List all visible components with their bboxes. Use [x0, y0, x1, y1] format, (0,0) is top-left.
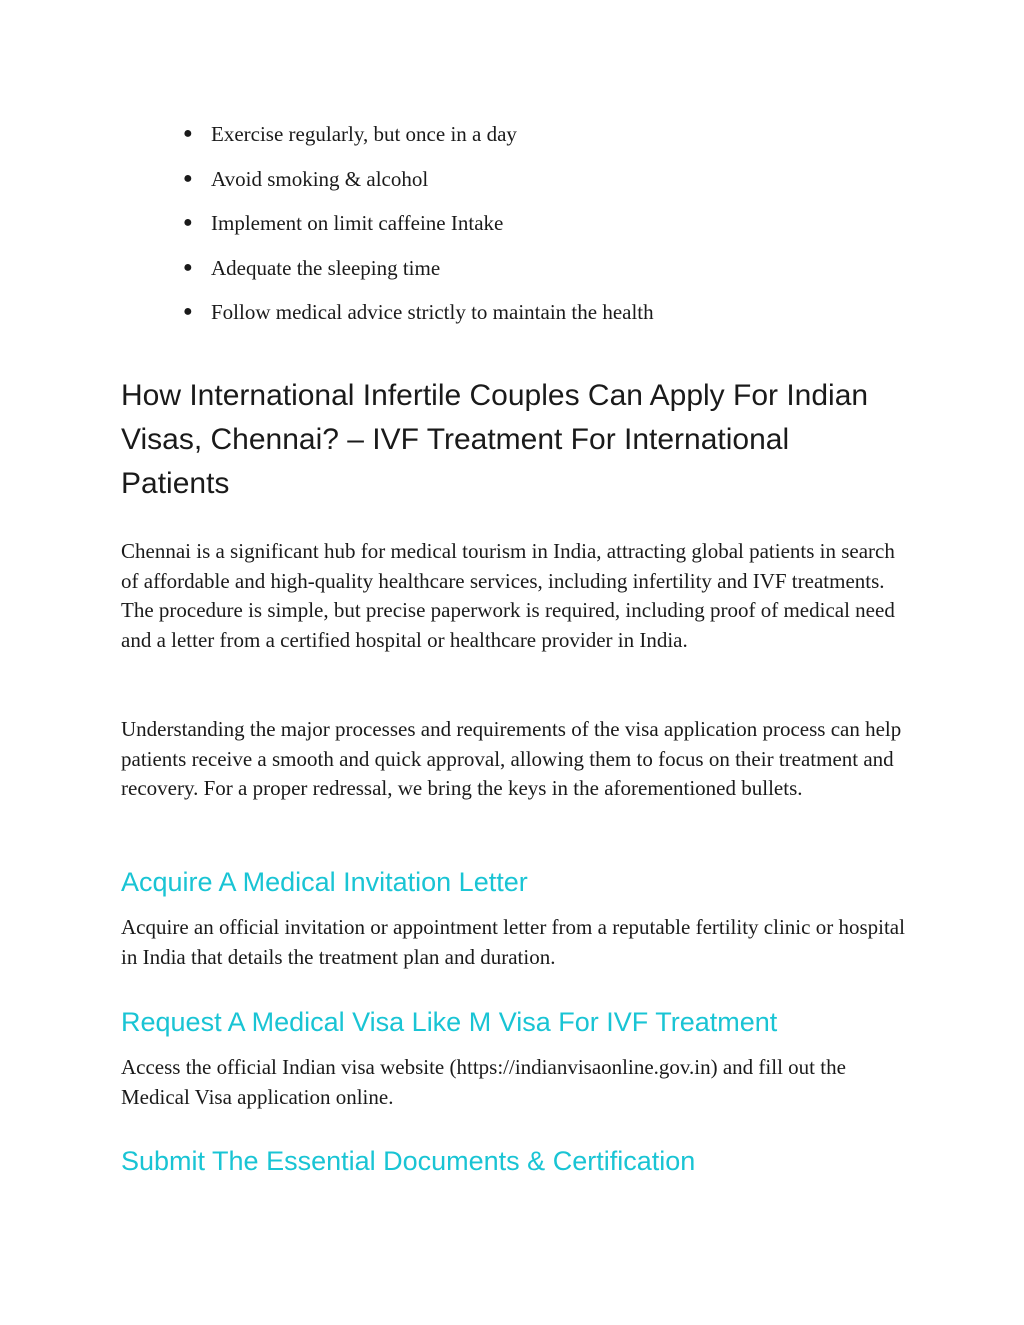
list-item [183, 296, 654, 328]
section-heading-documents: Submit The Essential Documents & Certification [121, 1146, 696, 1176]
main-heading: How International Infertile Couples Can Apply For Indian Visas, Chennai? – IVF Treatment For International Patients [121, 379, 869, 500]
list-item-text: Adequate the sleeping time [211, 255, 441, 280]
bullet-icon: ● [183, 258, 193, 276]
intro-paragraph-2: Understanding the major processes and requirements of the visa application process can help patients receive a smooth and quick approval, allowing them to focus on their treatment and recovery. For a proper redressal, we bring the keys in the aforementioned bullets. [121, 717, 902, 800]
section-heading-medical-visa: Request A Medical Visa Like M Visa For IVF Treatment [121, 1007, 778, 1037]
list-item-text: Exercise regularly, but once in a day [211, 122, 517, 146]
intro-paragraph-1: Chennai is a significant hub for medical tourism in India, attracting global patients in search of affordable and high-quality healthcare services, including infertility and IVF treatments. The procedure is simple, but precise paperwork is required, including proof of medical need and a letter from a certified hospital or healthcare provider in India. [121, 539, 895, 652]
bullet-icon: ● [183, 303, 193, 320]
list-item [183, 207, 654, 239]
section-body-invitation-letter: Acquire an official invitation or appointment letter from a reputable fertility clinic or hospital in India that details the treatment plan and duration. [121, 915, 905, 969]
list-item [183, 118, 654, 150]
list-item [183, 252, 654, 284]
list-item-text: Follow medical advice strictly to maintain the health [211, 300, 654, 324]
bullet-icon: ● [183, 169, 193, 187]
section-heading-invitation-letter: Acquire A Medical Invitation Letter [121, 867, 528, 897]
section-body-medical-visa: Access the official Indian visa website (https://indianvisaonline.gov.in) and fill out the Medical Visa application online. [121, 1055, 846, 1109]
list-item [183, 163, 654, 195]
list-item-text: Avoid smoking & alcohol [211, 166, 429, 191]
bullet-icon: ● [183, 125, 193, 142]
list-item-text: Implement on limit caffeine Intake [211, 211, 504, 235]
bullet-icon: ● [183, 214, 193, 231]
lifestyle-tips-list [183, 118, 654, 341]
